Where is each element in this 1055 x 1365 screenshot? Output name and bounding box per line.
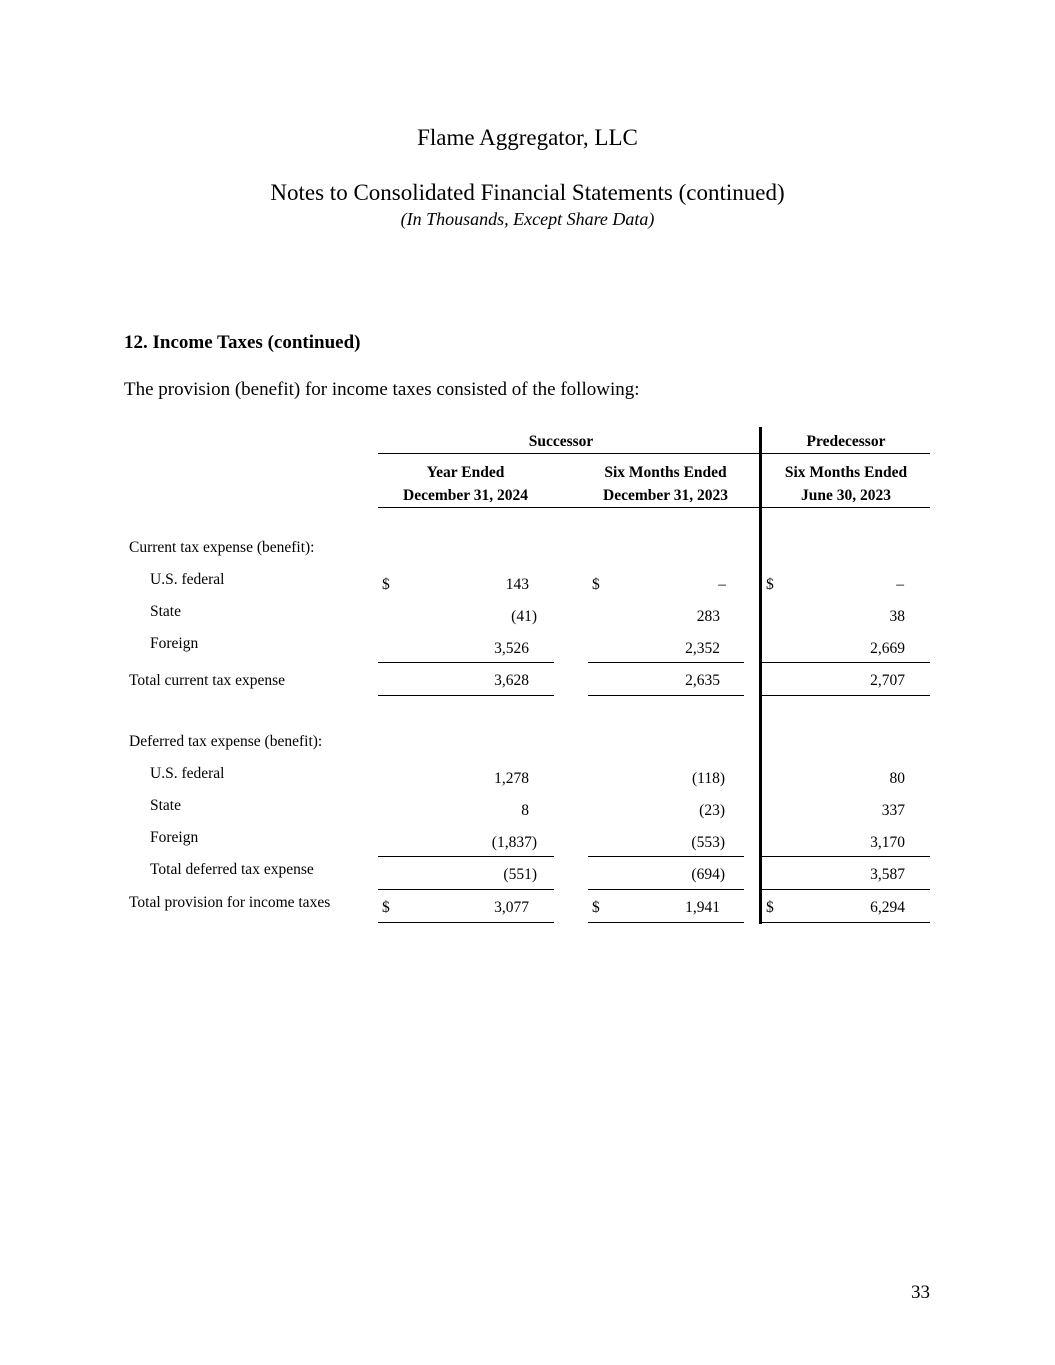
row-label: Foreign: [150, 829, 199, 846]
cell-value: (553): [691, 834, 725, 851]
row-label: State: [150, 603, 181, 620]
grand-total-rule: [378, 922, 554, 923]
cell-value: –: [718, 576, 726, 593]
cell-value: 80: [889, 770, 905, 787]
subtotal-rule: [378, 662, 554, 663]
grand-total-rule: [588, 922, 744, 923]
cell-value: (551): [503, 866, 537, 883]
row-label: Foreign: [150, 635, 199, 652]
predecessor-header: Predecessor: [806, 433, 886, 450]
cell-value: (41): [511, 608, 537, 625]
total-rule: [378, 695, 554, 696]
cell-value: (118): [692, 770, 725, 787]
column-header-3: [762, 461, 930, 507]
subtotal-rule: [378, 856, 554, 857]
subtotal-rule: [762, 662, 930, 663]
column-header-2-line1: Six Months Ended: [604, 464, 727, 481]
cell-value: 1,941: [685, 899, 720, 916]
total-rule: [762, 695, 930, 696]
successor-header-rule: [378, 453, 759, 454]
intro-text: The provision (benefit) for income taxes consisted of the following:: [124, 379, 640, 400]
subtotal-rule: [588, 662, 744, 663]
current-heading: Current tax expense (benefit):: [129, 539, 315, 556]
currency-symbol: $: [382, 899, 390, 916]
row-label: U.S. federal: [150, 765, 225, 782]
row-label: Total provision for income taxes: [129, 894, 331, 911]
cell-value: 3,587: [870, 866, 905, 883]
row-label: Total deferred tax expense: [150, 861, 314, 878]
cell-value: 2,707: [870, 672, 905, 689]
cell-value: 38: [889, 608, 905, 625]
company-name: Flame Aggregator, LLC: [417, 125, 638, 150]
cell-value: –: [896, 576, 904, 593]
currency-symbol: $: [766, 576, 774, 593]
total-rule: [378, 889, 554, 890]
column-header-1-line1: Year Ended: [426, 464, 505, 481]
column-header-3-line2: June 30, 2023: [801, 487, 891, 504]
cell-value: (1,837): [491, 834, 537, 851]
cell-value: 337: [881, 802, 905, 819]
page-number: 33: [911, 1282, 930, 1303]
successor-header: Successor: [528, 433, 594, 450]
cell-value: (694): [691, 866, 725, 883]
cell-value: 3,628: [494, 672, 529, 689]
cell-value: 6,294: [870, 899, 905, 916]
subtotal-rule: [588, 856, 744, 857]
currency-symbol: $: [592, 899, 600, 916]
currency-symbol: $: [766, 899, 774, 916]
cell-value: 3,526: [494, 640, 529, 657]
column-header-rule: [378, 507, 930, 508]
row-label: Total current tax expense: [129, 672, 285, 689]
column-header-3-line1: Six Months Ended: [784, 464, 908, 481]
subtotal-rule: [762, 856, 930, 857]
cell-value: 283: [696, 608, 720, 625]
cell-value: 143: [505, 576, 529, 593]
currency-symbol: $: [592, 576, 600, 593]
total-rule: [762, 889, 930, 890]
column-header-1-line2: December 31, 2024: [403, 487, 528, 504]
row-label: U.S. federal: [150, 571, 225, 588]
column-header-2-line2: December 31, 2023: [603, 487, 728, 504]
grand-total-rule: [762, 922, 930, 923]
predecessor-header-rule: [762, 453, 930, 454]
page-subtitle: (In Thousands, Except Share Data): [400, 209, 655, 229]
currency-symbol: $: [382, 576, 390, 593]
row-label: State: [150, 797, 181, 814]
cell-value: 1,278: [494, 770, 529, 787]
deferred-heading: Deferred tax expense (benefit):: [129, 733, 323, 750]
cell-value: 2,669: [870, 640, 905, 657]
cell-value: 3,077: [494, 899, 529, 916]
cell-value: (23): [699, 802, 725, 819]
total-rule: [588, 695, 744, 696]
column-header-2: [578, 461, 753, 507]
cell-value: 2,635: [685, 672, 720, 689]
cell-value: 2,352: [685, 640, 720, 657]
section-title: 12. Income Taxes (continued): [124, 332, 361, 353]
column-header-1: [378, 461, 553, 507]
cell-value: 3,170: [870, 834, 905, 851]
page-title: Notes to Consolidated Financial Statements (continued): [270, 180, 785, 205]
cell-value: 8: [521, 802, 529, 819]
total-rule: [588, 889, 744, 890]
